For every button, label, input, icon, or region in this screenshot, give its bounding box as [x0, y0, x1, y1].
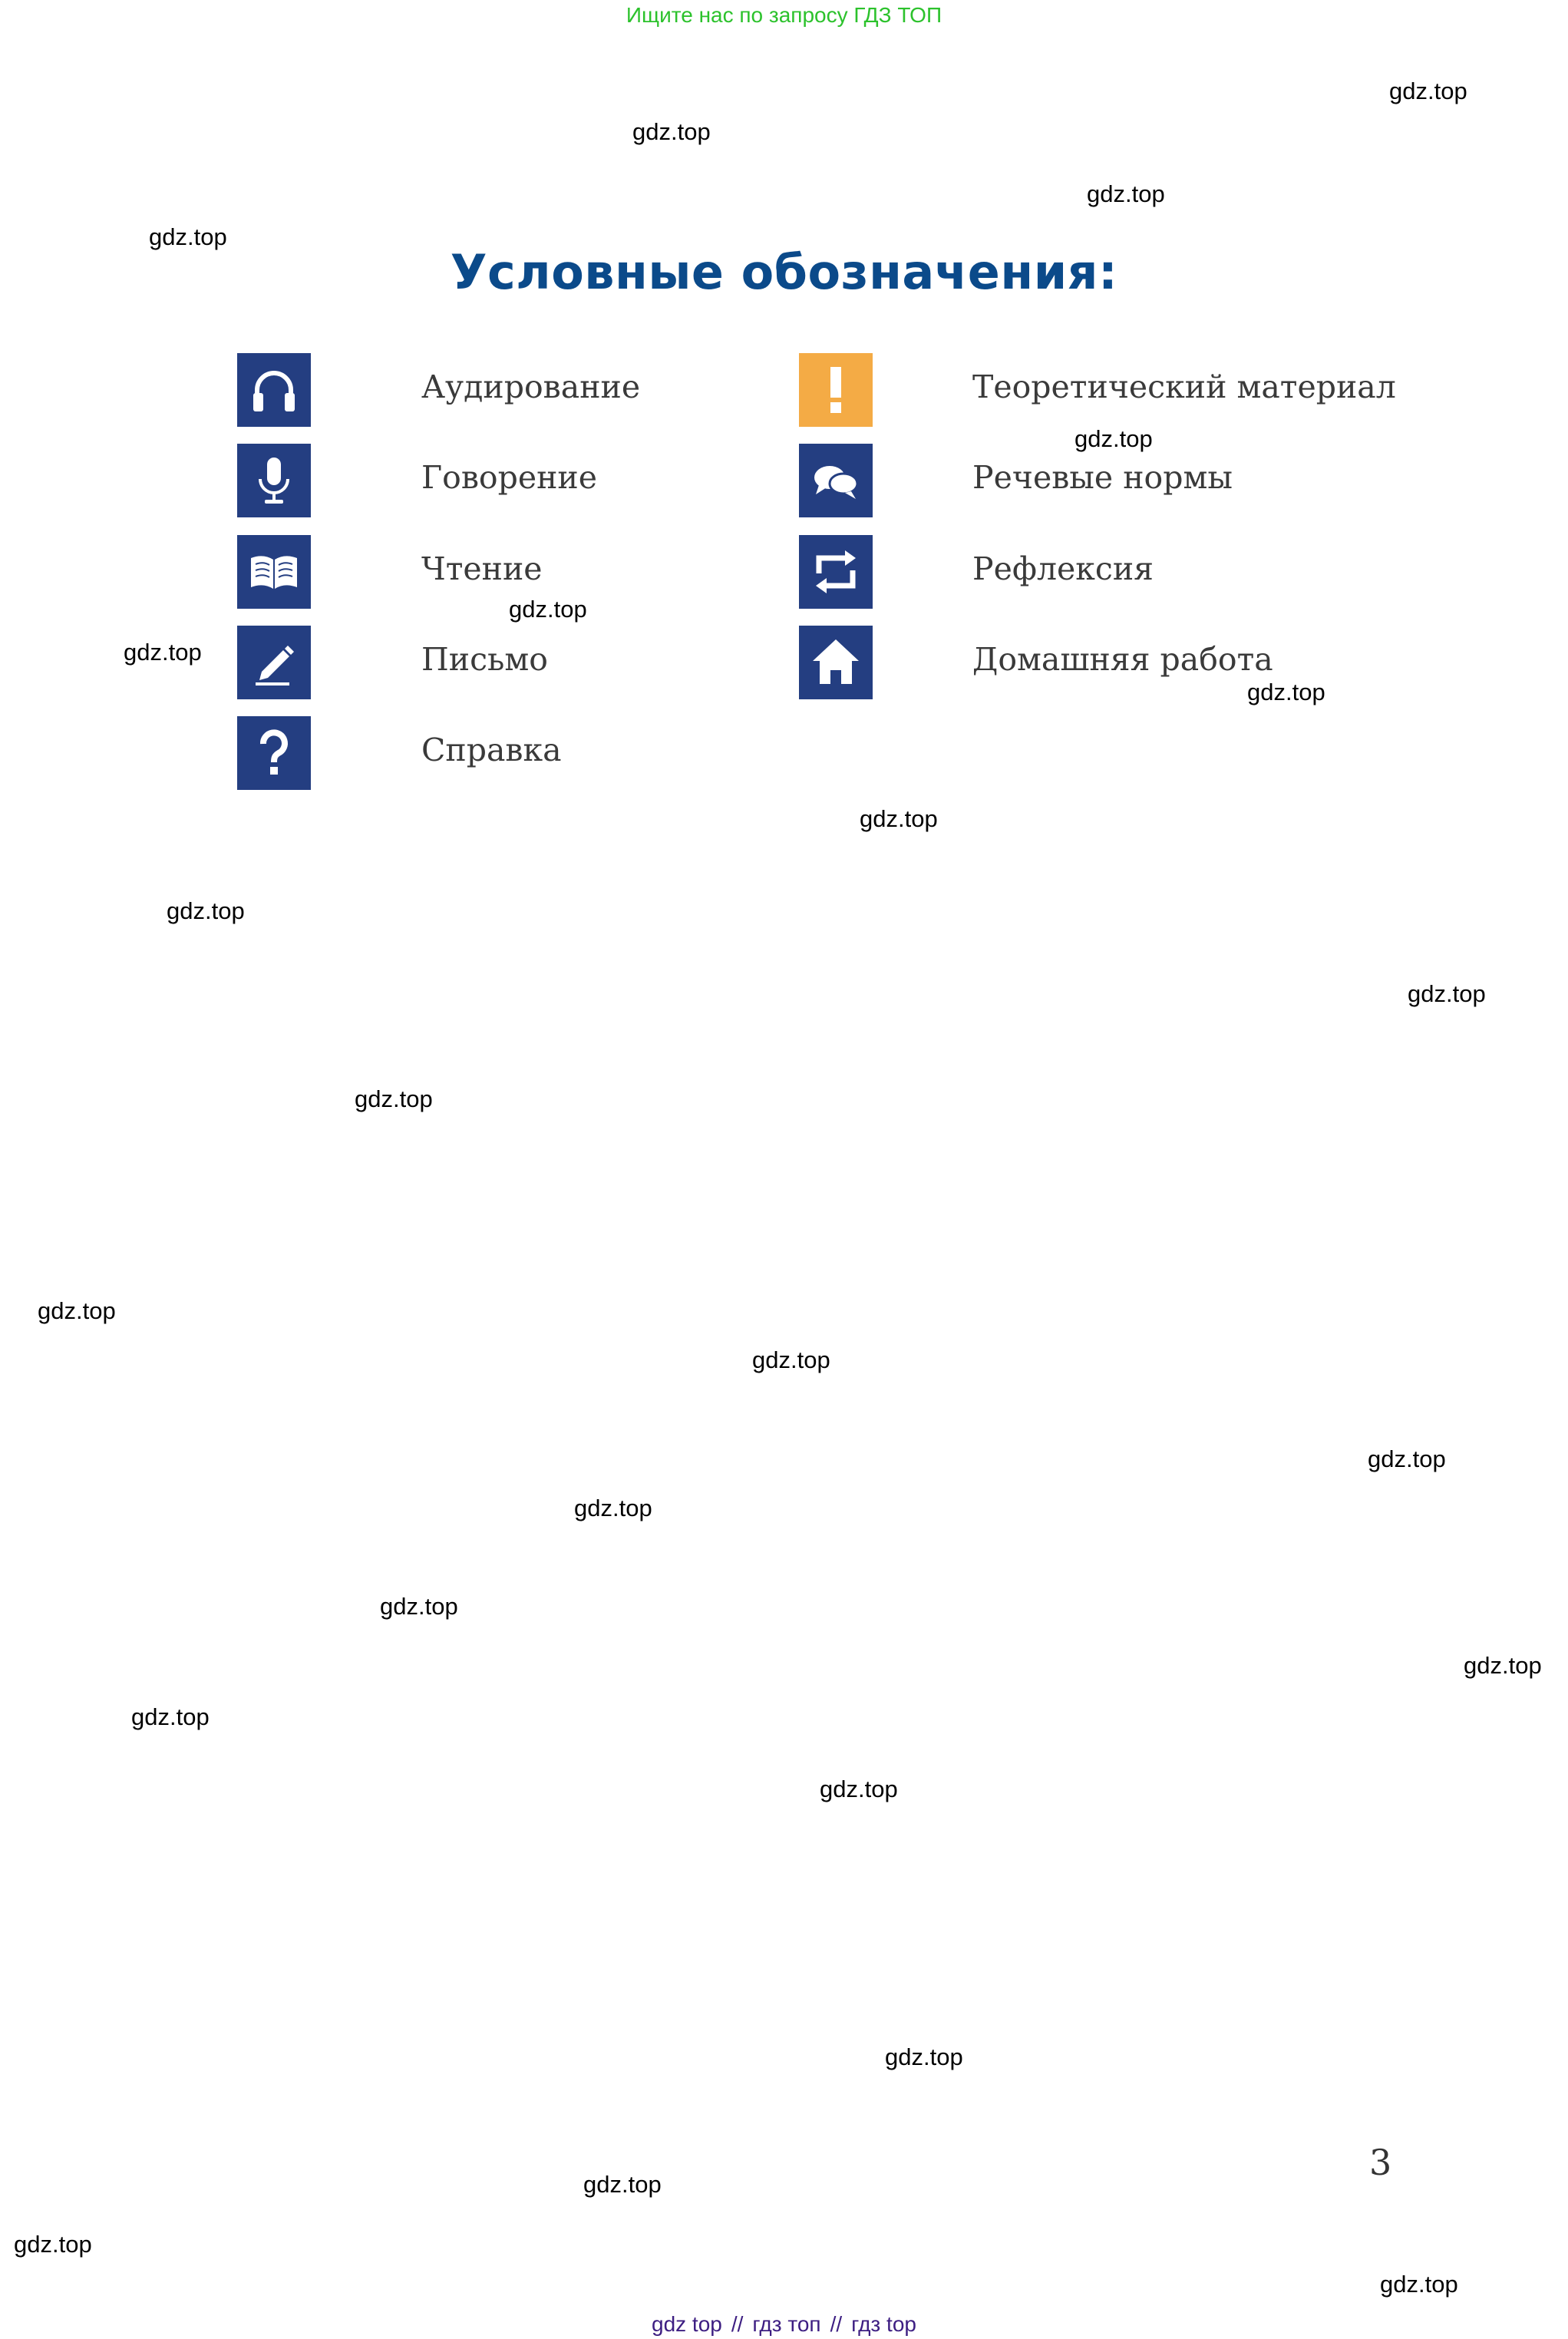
question-icon	[237, 716, 311, 790]
footer-text: гдз топ	[752, 2312, 821, 2336]
page-title: Условные обозначения:	[450, 244, 1118, 300]
watermark: gdz.top	[355, 1085, 433, 1112]
watermark: gdz.top	[1247, 679, 1325, 705]
watermark: gdz.top	[860, 805, 938, 832]
watermark: gdz.top	[1368, 1445, 1446, 1472]
watermark: gdz.top	[38, 1297, 116, 1324]
watermark: gdz.top	[1408, 980, 1486, 1007]
watermark: gdz.top	[752, 1346, 830, 1373]
watermark: gdz.top	[1464, 1652, 1542, 1679]
pencil-icon	[237, 626, 311, 699]
watermark: gdz.top	[632, 118, 711, 145]
watermark: gdz.top	[885, 2043, 963, 2070]
legend-label: Теоретический материал	[972, 368, 1396, 405]
legend-label: Домашняя работа	[972, 641, 1273, 678]
watermark: gdz.top	[167, 897, 245, 924]
reflection-arrows-icon	[799, 535, 873, 609]
footer-text: gdz top	[652, 2312, 722, 2336]
open-book-icon	[237, 535, 311, 609]
watermark: gdz.top	[820, 1776, 898, 1802]
footer-text: гдз top	[851, 2312, 916, 2336]
footer-separator: //	[830, 2312, 843, 2336]
watermark: gdz.top	[1074, 425, 1153, 452]
page-number: 3	[1369, 2142, 1392, 2183]
speech-bubbles-icon	[799, 444, 873, 517]
legend-label: Аудирование	[421, 368, 641, 405]
watermark: gdz.top	[14, 2231, 92, 2258]
watermark: gdz.top	[509, 596, 587, 623]
watermark: gdz.top	[1087, 180, 1165, 207]
legend-label: Говорение	[421, 459, 598, 496]
legend-label: Письмо	[421, 641, 548, 678]
watermark: gdz.top	[380, 1593, 458, 1620]
house-icon	[799, 626, 873, 699]
top-banner: Ищите нас по запросу ГДЗ ТОП	[626, 3, 942, 27]
legend-label: Речевые нормы	[972, 459, 1233, 496]
watermark: gdz.top	[1380, 2271, 1458, 2298]
legend-label: Рефлексия	[972, 550, 1154, 587]
microphone-icon	[237, 444, 311, 517]
legend-label: Справка	[421, 732, 562, 768]
watermark: gdz.top	[149, 223, 227, 250]
legend-label: Чтение	[421, 550, 543, 587]
watermark: gdz.top	[131, 1703, 210, 1730]
headphones-icon	[237, 353, 311, 427]
watermark: gdz.top	[1389, 78, 1467, 104]
watermark: gdz.top	[583, 2171, 662, 2198]
footer-separator: //	[731, 2312, 744, 2336]
watermark: gdz.top	[574, 1495, 652, 1521]
exclamation-icon	[799, 353, 873, 427]
watermark: gdz.top	[124, 639, 202, 666]
footer	[0, 2312, 1568, 2337]
